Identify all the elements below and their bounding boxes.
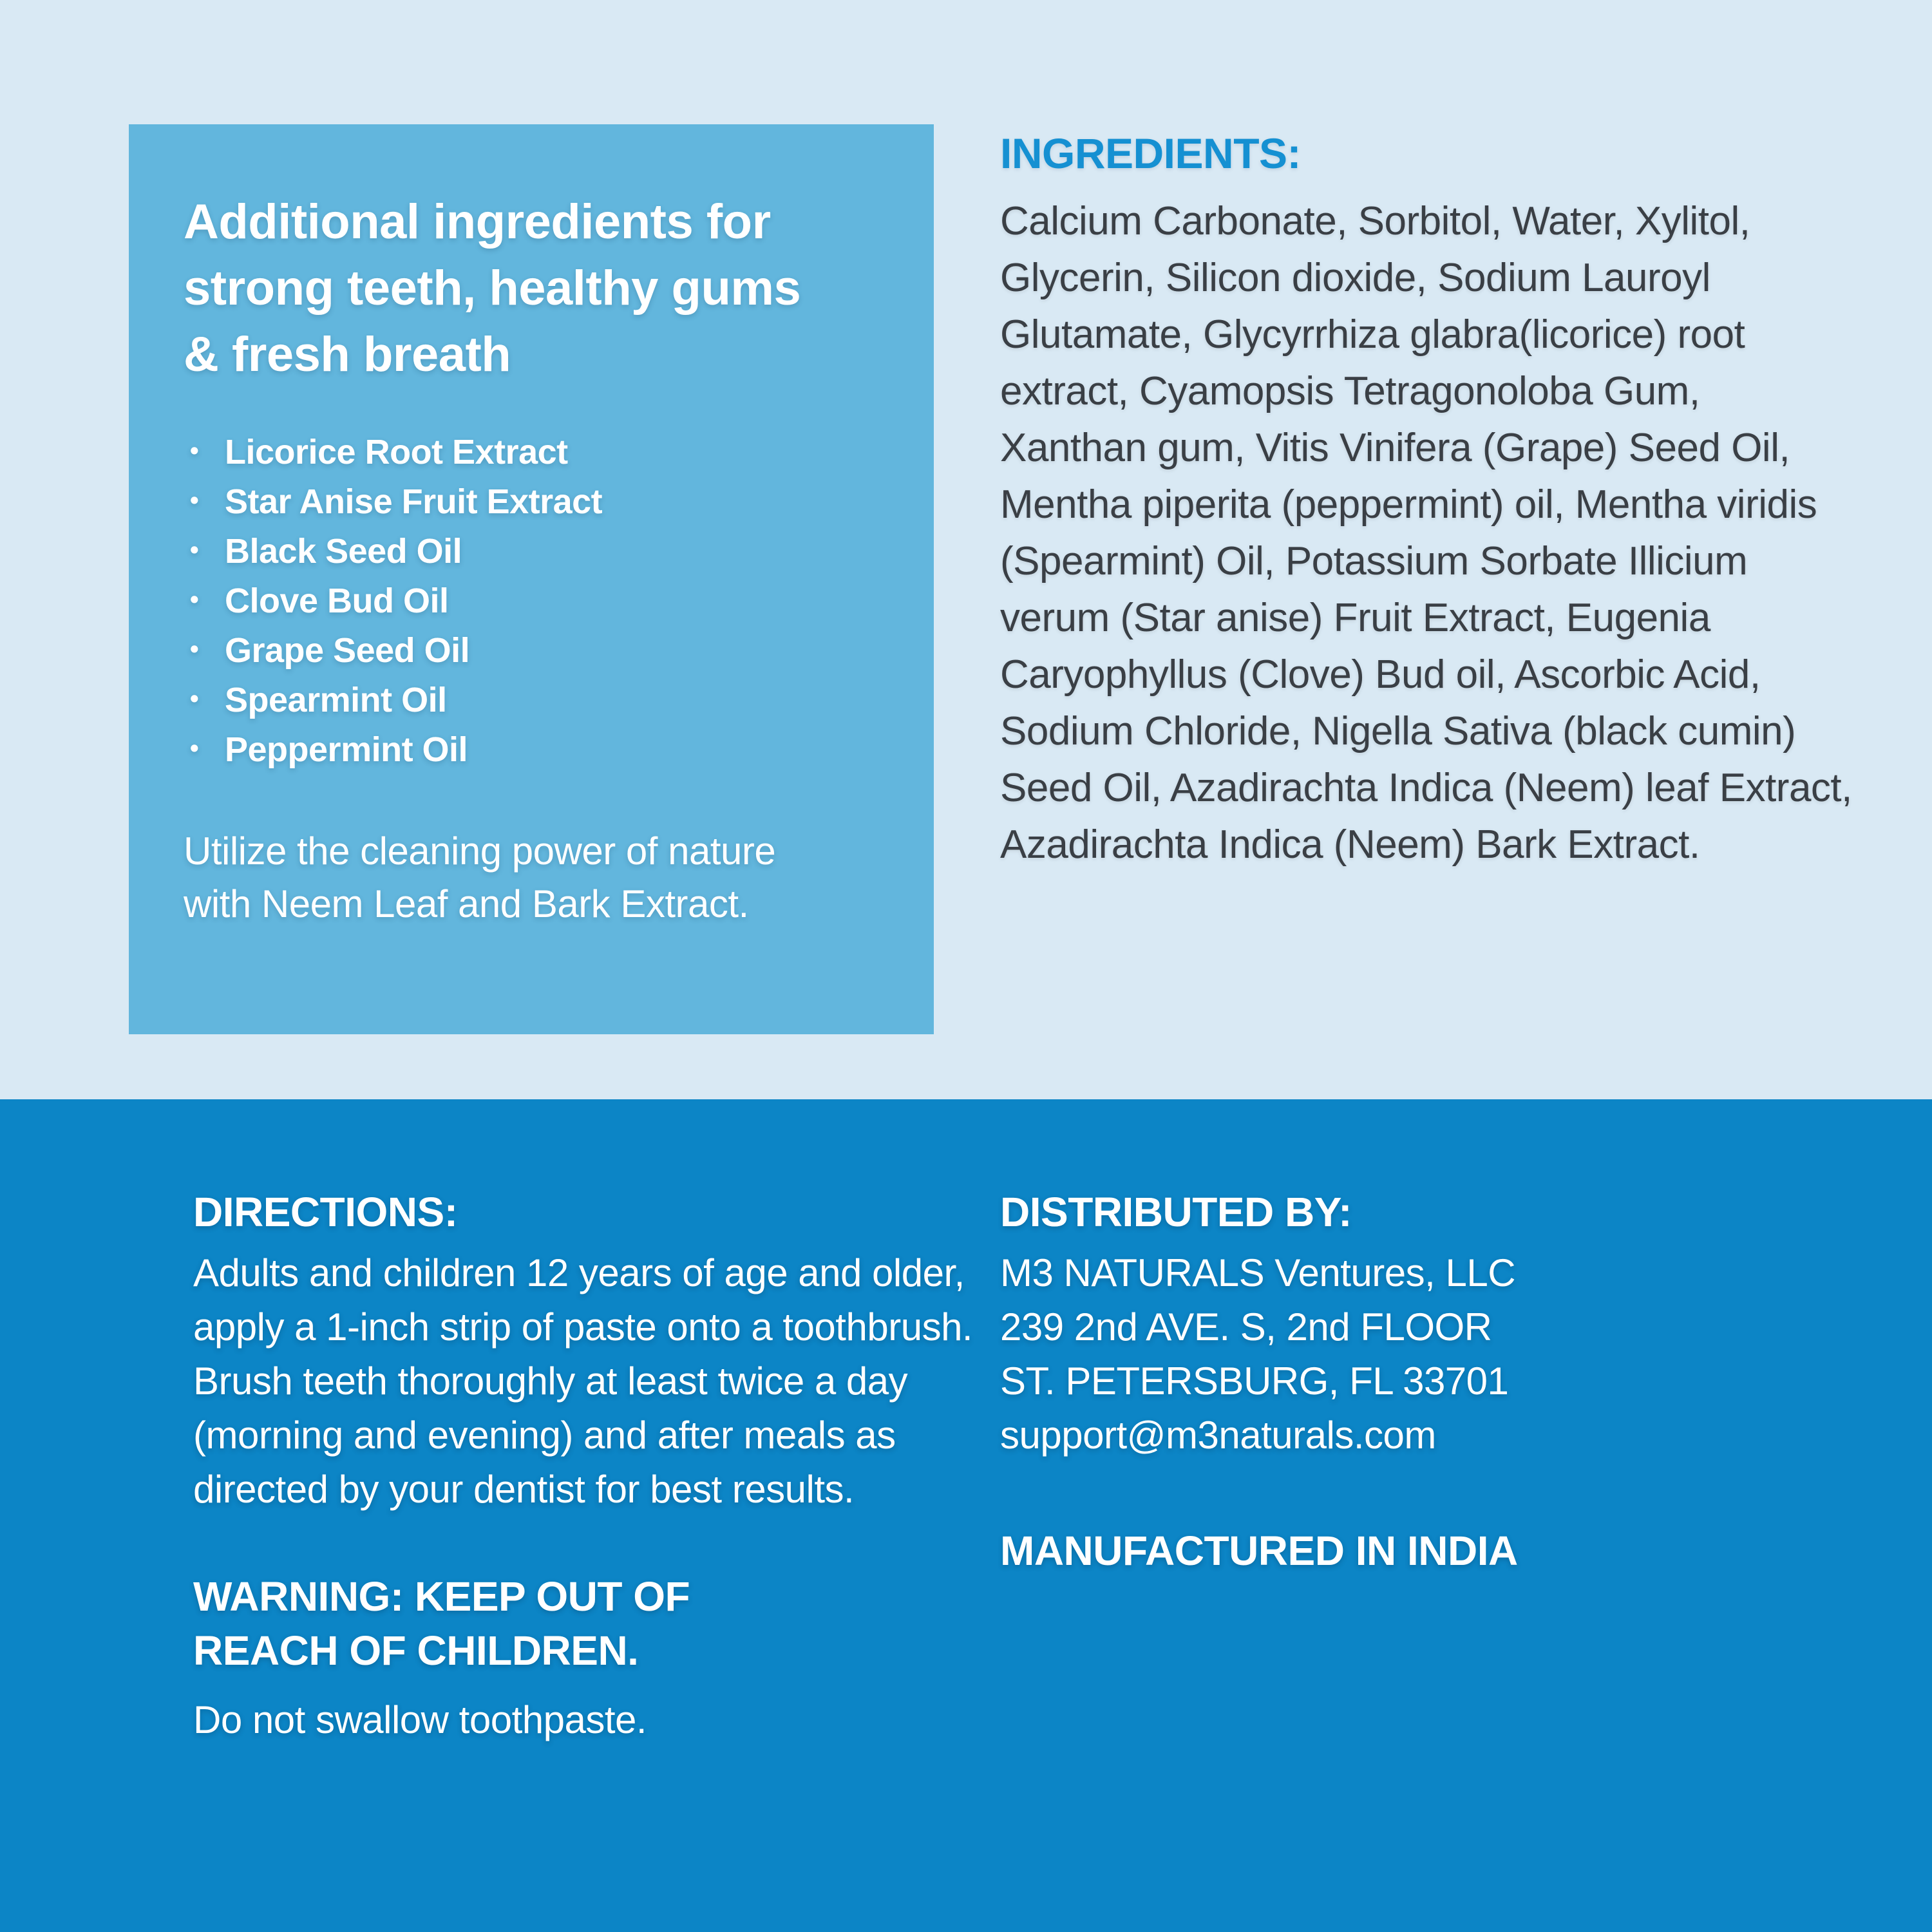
bullet-item: • Star Anise Fruit Extract	[184, 477, 895, 527]
bullet-item: • Grape Seed Oil	[184, 626, 895, 676]
bullet-item: • Licorice Root Extract	[184, 428, 895, 477]
directions-heading: DIRECTIONS:	[193, 1189, 458, 1235]
additional-ingredients-heading-line: strong teeth, healthy gums	[184, 261, 801, 316]
distributor-section	[1000, 1188, 1863, 1575]
additional-ingredients-heading	[184, 189, 895, 388]
ingredients-body: Calcium Carbonate, Sorbitol, Water, Xylitol, Glycerin, Silicon dioxide, Sodium Lauroyl Glutamate, Glycyrrhiza glabra(licorice) root extract, Cyamopsis Tetragonoloba Gum, Xanthan gum, Vitis Vinifera (Grape) Seed Oil, Mentha piperita (peppermint) oil, Mentha viridis (Spearmint) Oil, Potassium Sorbate Illicium verum (Star anise) Fruit Extract, Eugenia Caryophyllus (Clove) Bud oil, Ascorbic Acid, Sodium Chloride, Nigella Sativa (black cumin) Seed Oil, Azadirachta Indica (Neem) leaf Extract, Azadirachta Indica (Neem) Bark Extract.	[1000, 199, 1852, 867]
address-line: support@m3naturals.com	[1000, 1414, 1436, 1457]
warning-note: Do not swallow toothpaste.	[193, 1698, 647, 1741]
directions-body: Adults and children 12 years of age and older, apply a 1-inch strip of paste onto a toothbrush. Brush teeth thoroughly at least twice a day (morning and evening) and after meals as directed by your dentist for best results.	[193, 1251, 973, 1511]
bullet-item: • Clove Bud Oil	[184, 576, 895, 626]
bullet-item: • Peppermint Oil	[184, 725, 895, 775]
bottom-band	[0, 1099, 1932, 1932]
additional-ingredients-heading-line: Additional ingredients for	[184, 194, 771, 249]
warning-text	[193, 1569, 1011, 1678]
distributor-heading: DISTRIBUTED BY:	[1000, 1189, 1352, 1235]
warning-line: WARNING: KEEP OUT OF	[193, 1573, 690, 1620]
bullet-item: • Black Seed Oil	[184, 527, 895, 576]
address-line: 239 2nd AVE. S, 2nd FLOOR	[1000, 1305, 1492, 1349]
bullet-item: • Spearmint Oil	[184, 676, 895, 725]
additional-ingredients-heading-line: & fresh breath	[184, 327, 511, 382]
address-line: ST. PETERSBURG, FL 33701	[1000, 1359, 1509, 1403]
directions-section	[193, 1188, 1011, 1747]
ingredients-section	[1000, 129, 1857, 873]
neem-note: Utilize the cleaning power of nature with Neem Leaf and Bark Extract.	[184, 829, 776, 925]
origin-note: MANUFACTURED IN INDIA	[1000, 1528, 1518, 1574]
ingredients-heading: INGREDIENTS:	[1000, 129, 1302, 177]
additional-ingredients-box	[129, 124, 934, 1034]
additional-ingredients-bullet-list	[184, 428, 895, 775]
address-line: M3 NATURALS Ventures, LLC	[1000, 1251, 1516, 1294]
warning-line: REACH OF CHILDREN.	[193, 1627, 639, 1674]
distributor-address	[1000, 1246, 1863, 1463]
